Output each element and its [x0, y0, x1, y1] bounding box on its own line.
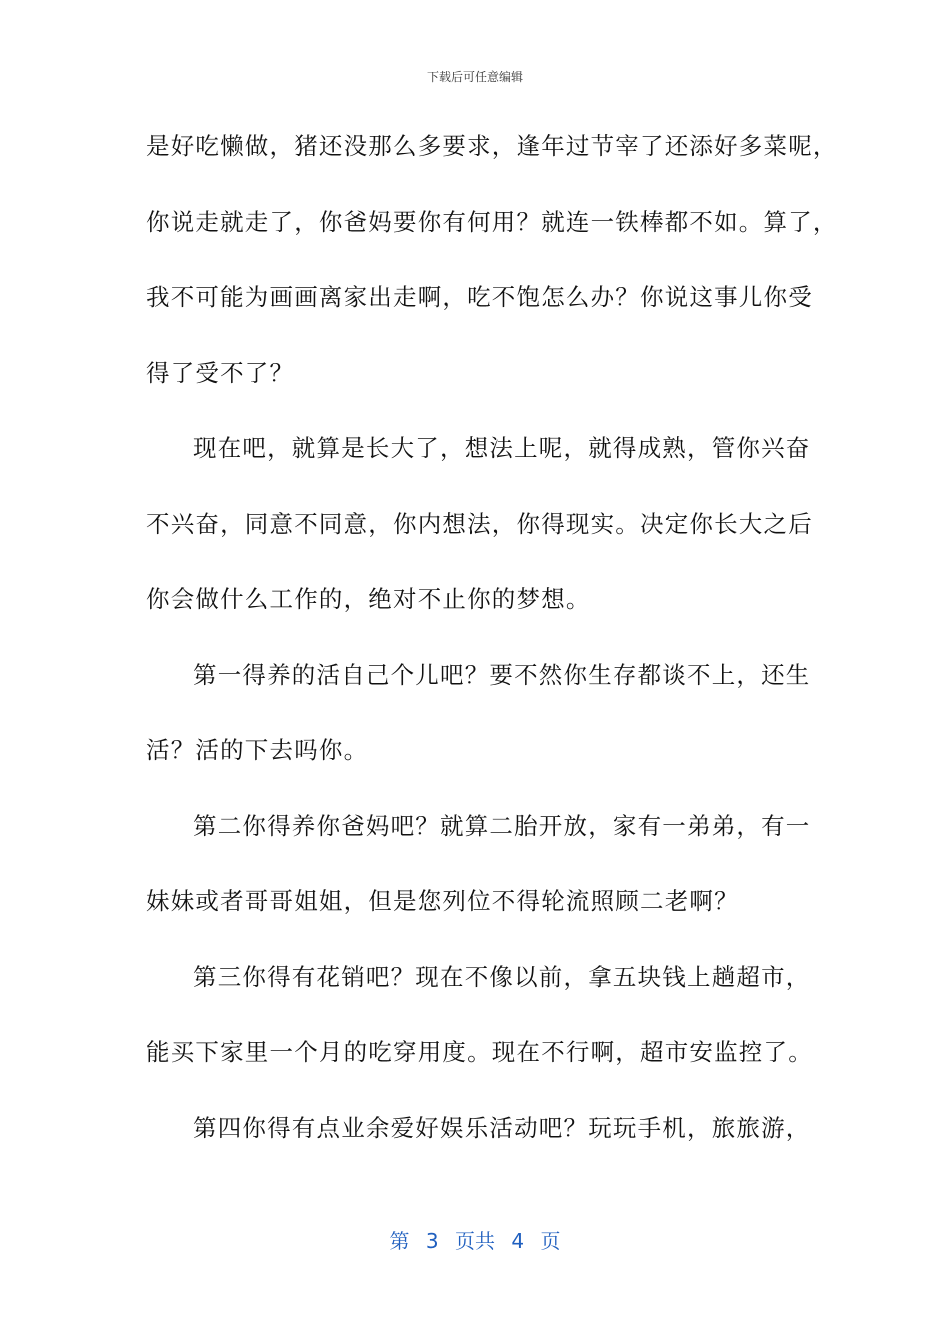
paragraph-start-line: 第三你得有花销吧？现在不像以前，拿五块钱上趟超市，	[193, 962, 811, 991]
text-line: 妹妹或者哥哥姐姐，但是您列位不得轮流照顾二老啊？	[146, 887, 739, 915]
text-line: 你会做什么工作的，绝对不止你的梦想。	[146, 585, 591, 613]
footer-total-pages: 4	[511, 1229, 525, 1253]
paragraph-start-line: 第一得养的活自己个儿吧？要不然你生存都谈不上，还生	[193, 660, 811, 689]
paragraph-start-line: 第四你得有点业余爱好娱乐活动吧？玩玩手机，旅旅游，	[193, 1113, 811, 1142]
document-body	[146, 122, 838, 1179]
text-line: 活？活的下去吗你。	[146, 736, 369, 764]
text-line: 不兴奋，同意不同意，你内想法，你得现实。决定你长大之后	[146, 509, 813, 538]
paragraph-start-line: 第二你得养你爸妈吧？就算二胎开放，家有一弟弟，有一	[193, 811, 811, 840]
page-header: 下载后可任意编辑	[426, 70, 523, 84]
text-line: 你说走就走了，你爸妈要你有何用？就连一铁棒都不如。算了，	[146, 207, 838, 236]
footer-prefix: 第	[389, 1229, 410, 1253]
footer-suffix: 页	[540, 1229, 561, 1253]
text-line: 能买下家里一个月的吃穿用度。现在不行啊，超市安监控了。	[146, 1038, 813, 1066]
paragraph-start-line: 现在吧，就算是长大了，想法上呢，就得成熟，管你兴奋	[193, 434, 811, 462]
text-line: 得了受不了？	[146, 358, 295, 387]
text-line: 我不可能为画画离家出走啊，吃不饱怎么办？你说这事儿你受	[146, 283, 813, 311]
page-number-footer	[0, 1225, 950, 1254]
footer-current-page: 3	[425, 1229, 439, 1253]
text-line: 是好吃懒做，猪还没那么多要求，逢年过节宰了还添好多菜呢，	[146, 132, 838, 160]
footer-middle: 页共	[455, 1229, 495, 1253]
